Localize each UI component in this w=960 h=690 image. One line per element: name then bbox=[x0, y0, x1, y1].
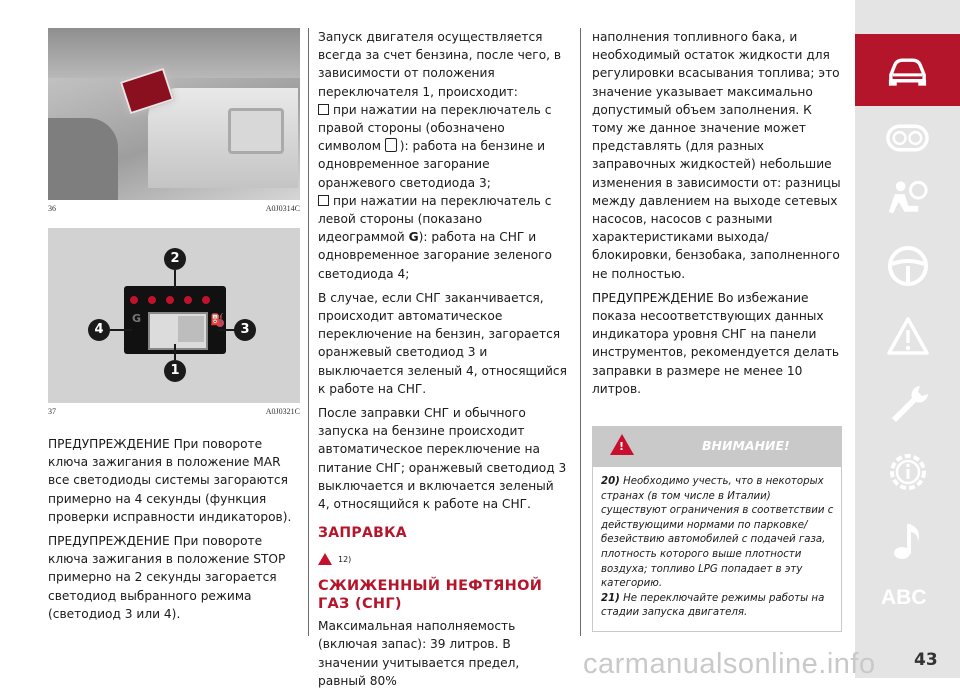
warning-icon[interactable] bbox=[885, 316, 930, 356]
airbag-icon[interactable] bbox=[885, 178, 930, 218]
column-right bbox=[592, 28, 842, 632]
note-21: 21) Не переключайте режимы работы на стадии запуска двигателя. bbox=[601, 592, 825, 619]
figure-36-photo bbox=[48, 28, 300, 200]
music-note-icon[interactable] bbox=[885, 520, 930, 560]
mode-switch bbox=[148, 312, 208, 350]
attention-header: ! ВНИМАНИЕ! bbox=[592, 426, 842, 466]
paragraph-capacity: Максимальная наполняемость (включая запас): 39 литров. В значении учитывается предел, равный 80% bbox=[318, 619, 520, 688]
column-left bbox=[48, 28, 300, 623]
column-divider bbox=[580, 28, 581, 636]
warning-icon bbox=[318, 553, 332, 565]
led bbox=[202, 296, 210, 304]
bullet-lpg: при нажатии на переключатель с левой стороны (показано идеограммой G): работа на СНГ и одновременное загорание зеленого светодиода 4; bbox=[318, 193, 553, 281]
attention-title: ВНИМАНИЕ! bbox=[702, 438, 790, 454]
callout-4: 4 bbox=[88, 319, 110, 341]
gear-info-icon[interactable] bbox=[885, 452, 930, 492]
chapter-sidebar bbox=[855, 0, 960, 678]
paragraph-after-refuel: После заправки СНГ и обычного запуска на бензине происходит автоматическое переключение на питание СНГ; оранжевый светодиод 3 выключается и включается зеленый 4, относящийся к работе на СНГ. bbox=[318, 406, 567, 512]
led bbox=[130, 296, 138, 304]
fuel-pump-icon: ⛽ bbox=[210, 313, 224, 326]
attention-body bbox=[592, 466, 842, 632]
figure-number: 36 bbox=[48, 204, 56, 213]
column-divider bbox=[308, 28, 309, 636]
figure-code: A0J0321C bbox=[265, 407, 300, 416]
led bbox=[148, 296, 156, 304]
watermark: carmanualsonline.info bbox=[583, 648, 876, 680]
lpg-letter-g: G bbox=[132, 312, 142, 325]
note-20: 20) Необходимо учесть, что в некоторых странах (в том числе в Италии) существуют ограничения в соответствии с действующими нормами по парковке/безействию автомобилей с подачей газа, плотность которого выше плотности воздуха; топливо LPG попадает в эту категорию. bbox=[601, 476, 834, 590]
figure-36-caption bbox=[48, 204, 300, 216]
led bbox=[166, 296, 174, 304]
led bbox=[184, 296, 192, 304]
paragraph-engine-start: Запуск двигателя осуществляется всегда за счет бензина, после чего, в зависимости от положения переключателя 1, происходит: bbox=[318, 30, 562, 99]
callout-3: 3 bbox=[234, 319, 256, 341]
steering-wheel-icon[interactable] bbox=[885, 246, 930, 286]
paragraph-min-refuel-warning: ПРЕДУПРЕЖДЕНИЕ Во избежание показа несоответствующих данных индикатора уровня СНГ на панели инструментов, рекомендуется делать заправки в размере не менее 10 литров. bbox=[592, 290, 840, 396]
checkbox-bullet-icon bbox=[318, 104, 329, 115]
callout-1: 1 bbox=[164, 360, 186, 382]
gauges-icon[interactable] bbox=[885, 118, 930, 158]
callout-2: 2 bbox=[164, 248, 186, 270]
car-icon[interactable] bbox=[885, 50, 930, 90]
figure-37-caption bbox=[48, 407, 300, 419]
paragraph-mar-warning: ПРЕДУПРЕЖДЕНИЕ При повороте ключа зажигания в положение MAR все светодиоды системы загораются примерно на 4 секунды (функция проверки исправности индикаторов). bbox=[48, 437, 292, 524]
bullet-petrol: при нажатии на переключатель с правой стороны (обозначено символом ): работа на бензине и одновременное загорание оранжевого светодиода 3; bbox=[318, 102, 552, 190]
paragraph-capacity-continued: наполнения топливного бака, и необходимый остаток жидкости для регулировки всасывания топлива; это значение указывает максимально допустимый объем заполнения. К тому же данное значение может представлять (для разных заправочных жидкостей) небольшие изменения в зависимости от: разницы между давлением на выходе сетевых насосов, насосов с разными характеристиками выхода/блокировки, бензобака, заполненного не полностью. bbox=[592, 30, 841, 281]
figure-37-diagram bbox=[48, 228, 300, 403]
checkbox-bullet-icon bbox=[318, 195, 329, 206]
section-heading-lpg: СЖИЖЕННЫЙ НЕФТЯНОЙ ГАЗ (СНГ) bbox=[318, 578, 543, 613]
page-number: 43 bbox=[914, 650, 938, 670]
paragraph-lpg-runout: В случае, если СНГ заканчивается, происходит автоматическое переключение на бензин, загорается оранжевый светодиод 3 и выключается зеленый 4, относящийся к работе на СНГ. bbox=[318, 290, 567, 396]
attention-box bbox=[592, 426, 842, 632]
warning-reference: 12) bbox=[318, 551, 568, 567]
fuel-pump-icon bbox=[385, 138, 397, 152]
wrench-icon[interactable] bbox=[885, 384, 930, 424]
figure-number: 37 bbox=[48, 407, 56, 416]
abc-index-icon[interactable]: ABC bbox=[881, 586, 927, 609]
column-middle bbox=[318, 28, 568, 690]
lpg-letter-g: G bbox=[408, 230, 419, 245]
paragraph-stop-warning: ПРЕДУПРЕЖДЕНИЕ При повороте ключа зажигания в положение STOP примерно на 2 секунды загорается светодиод выбранного режима (светодиод 3 или 4). bbox=[48, 534, 286, 621]
figure-code: A0J0314C bbox=[265, 204, 300, 213]
section-heading-refueling: ЗАПРАВКА bbox=[318, 525, 407, 542]
